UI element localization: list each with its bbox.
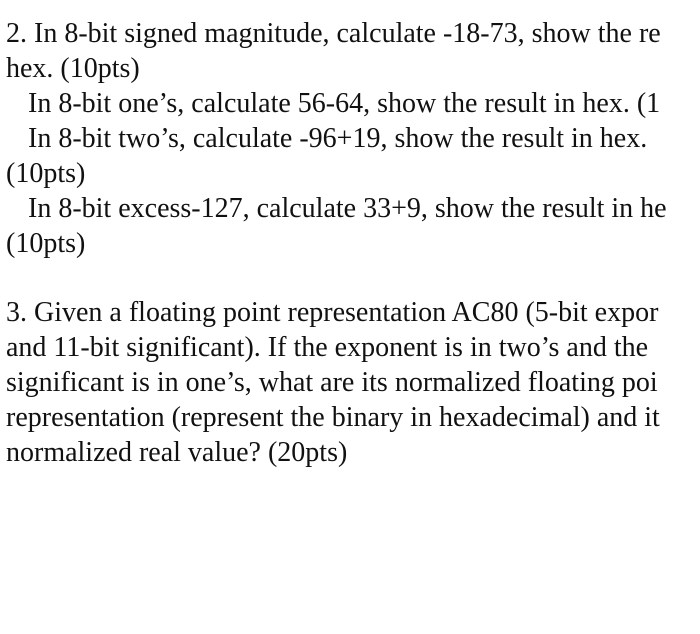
question-2-points-line-2: (10pts): [6, 228, 86, 259]
question-3-line-1: 3. Given a floating point representation AC80 (5-bit expor: [6, 297, 659, 328]
question-3-line-2: and 11-bit significant). If the exponent is in two’s and the: [6, 332, 649, 363]
question-2-ones-complement-line: In 8-bit one’s, calculate 56-64, show the result in hex. (1: [28, 88, 661, 119]
question-3-line-3: significant is in one’s, what are its normalized floating poi: [6, 367, 658, 398]
question-3-line-5: normalized real value? (20pts): [6, 437, 348, 468]
question-2-points-line: (10pts): [6, 158, 86, 189]
question-2-excess-127-line: In 8-bit excess-127, calculate 33+9, show the result in he: [28, 193, 667, 224]
question-3-line-4: representation (represent the binary in hexadecimal) and it: [6, 402, 660, 433]
question-2-twos-complement-line: In 8-bit two’s, calculate -96+19, show the result in hex.: [28, 123, 648, 154]
question-2-line-2: hex. (10pts): [6, 53, 140, 84]
question-2-line-1: 2. In 8-bit signed magnitude, calculate -18-73, show the re: [6, 18, 661, 49]
